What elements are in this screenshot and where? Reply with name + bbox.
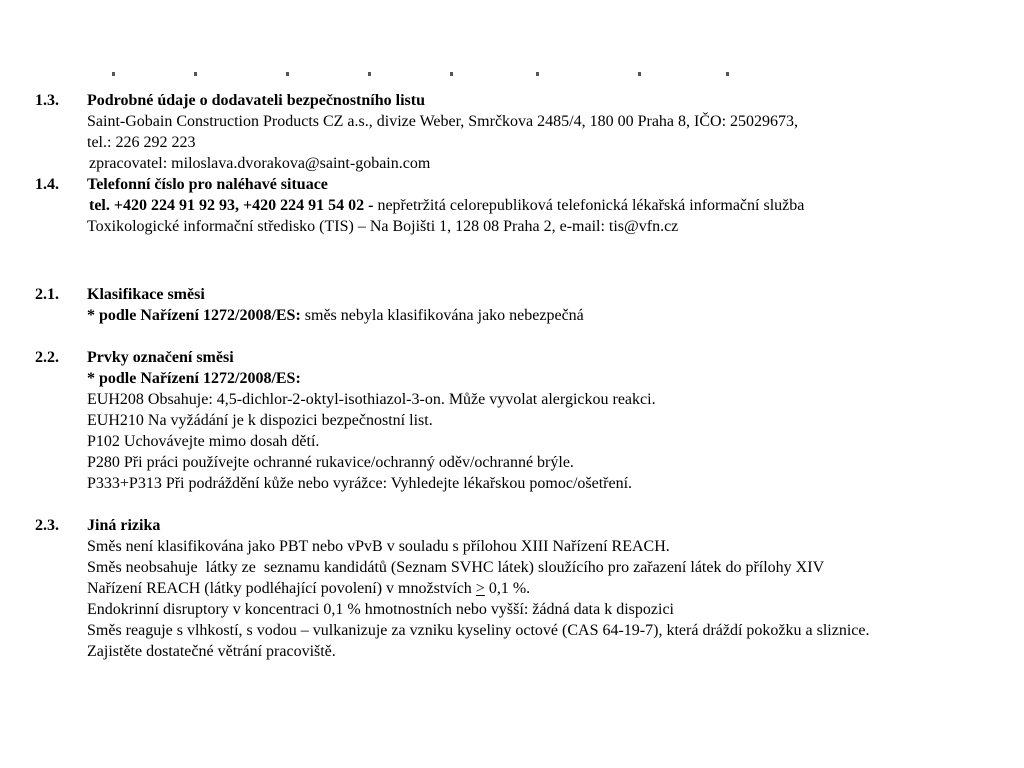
risk-line: Endokrinní disruptory v koncentraci 0,1 % hmotnostních nebo vyšší: žádná data k dispozici [87, 601, 674, 618]
regulation-label: * podle Nařízení 1272/2008/ES: [87, 370, 301, 387]
supplier-address: Saint-Gobain Construction Products CZ a.s., divize Weber, Smrčkova 2485/4, 180 00 Praha 8, IČO: 25029673, [87, 113, 799, 130]
classification-text: směs nebyla klasifikována jako nebezpečná [300, 307, 584, 324]
emergency-phones-line [87, 195, 1007, 216]
clipped-text-remnant [98, 70, 738, 78]
section-title: Podrobné údaje o dodavateli bezpečnostního listu [87, 92, 425, 109]
risk-text: 0,1 %. [484, 580, 531, 597]
risk-line [87, 578, 1007, 599]
supplier-phone: tel.: 226 292 223 [87, 134, 196, 151]
emergency-phone-numbers: tel. +420 224 91 92 93, +420 224 91 54 02 - [89, 197, 374, 214]
section-title: Telefonní číslo pro naléhavé situace [87, 176, 328, 193]
hazard-statement: EUH210 Na vyžádání je k dispozici bezpečnostní list. [87, 412, 433, 429]
section-number: 2.3. [35, 517, 59, 534]
risk-line: Směs reaguje s vlhkostí, s vodou – vulkanizuje za vzniku kyseliny octové (CAS 64-19-7), která dráždí pokožku a sliznice. [87, 622, 870, 639]
section-number: 2.2. [35, 349, 59, 366]
section-number: 1.4. [35, 176, 59, 193]
section-title: Klasifikace směsi [87, 286, 205, 303]
section-number: 1.3. [35, 92, 59, 109]
section-title: Prvky označení směsi [87, 349, 234, 366]
risk-line: Směs neobsahuje látky ze seznamu kandidátů (Seznam SVHC látek) sloužícího pro zařazení látek do přílohy XIV [87, 559, 825, 576]
section-content [87, 174, 1007, 237]
emergency-service-description: nepřetržitá celorepubliková telefonická lékařská informační služba [373, 197, 805, 214]
section-title: Jiná rizika [87, 517, 161, 534]
precautionary-statement: P333+P313 Při podráždění kůže nebo vyrážce: Vyhledejte lékařskou pomoc/ošetření. [87, 475, 633, 492]
risk-line: Zajistěte dostatečné větrání pracoviště. [87, 643, 336, 660]
supplier-contact-email: zpracovatel: miloslava.dvorakova@saint-gobain.com [89, 155, 431, 172]
precautionary-statement: P102 Uchovávejte mimo dosah dětí. [87, 433, 320, 450]
section-content [87, 515, 1007, 662]
classification-line [87, 305, 1007, 326]
hazard-statement: EUH208 Obsahuje: 4,5-dichlor-2-oktyl-isothiazol-3-on. Může vyvolat alergickou reakci. [87, 391, 656, 408]
section-content [87, 90, 1007, 174]
risk-text: Nařízení REACH (látky podléhající povolení) v množstvích [87, 580, 476, 597]
precautionary-statement: P280 Při práci používejte ochranné rukavice/ochranný oděv/ochranné brýle. [87, 454, 574, 471]
risk-line: Směs není klasifikována jako PBT nebo vPvB v souladu s přílohou XIII Nařízení REACH. [87, 538, 670, 555]
toxicology-center: Toxikologické informační středisko (TIS) – Na Bojišti 1, 128 08 Praha 2, e-mail: tis@vfn.cz [87, 218, 679, 235]
regulation-label: * podle Nařízení 1272/2008/ES: [87, 307, 301, 324]
section-content [87, 284, 1007, 326]
section-number: 2.1. [35, 286, 59, 303]
section-content [87, 347, 1007, 494]
greater-equal-sign: > [475, 580, 485, 597]
